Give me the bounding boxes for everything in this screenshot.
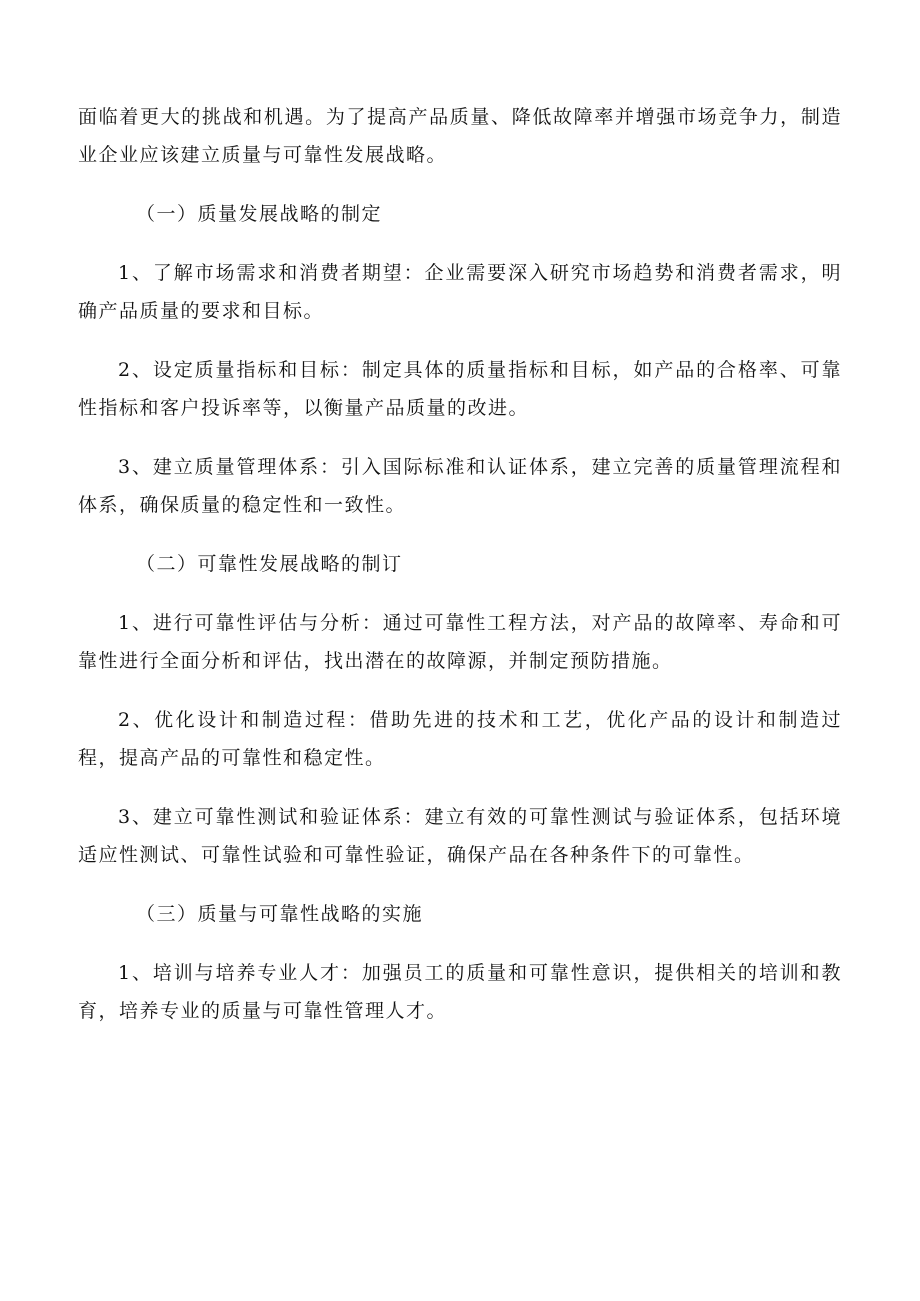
paragraph-2-3: 3、建立可靠性测试和验证体系：建立有效的可靠性测试与验证体系，包括环境适应性测试、可靠性试验和可靠性验证，确保产品在各种条件下的可靠性。	[78, 806, 842, 866]
paragraph-3-1: 1、培训与培养专业人才：加强员工的质量和可靠性意识，提供相关的培训和教育，培养专业的质量与可靠性管理人才。	[78, 962, 842, 1022]
paragraph-1-1: 1、了解市场需求和消费者期望：企业需要深入研究市场趋势和消费者需求，明确产品质量的要求和目标。	[78, 262, 842, 322]
section-heading-1: （一）质量发展战略的制定	[136, 203, 383, 225]
paragraph-1-3: 3、建立质量管理体系：引入国际标准和认证体系，建立完善的质量管理流程和体系，确保质量的稳定性和一致性。	[78, 456, 842, 516]
paragraph-2-2: 2、优化设计和制造过程：借助先进的技术和工艺，优化产品的设计和制造过程，提高产品的可靠性和稳定性。	[78, 709, 842, 769]
paragraph-2-1: 1、进行可靠性评估与分析：通过可靠性工程方法，对产品的故障率、寿命和可靠性进行全面分析和评估，找出潜在的故障源，并制定预防措施。	[78, 612, 842, 672]
section-heading-3: （三）质量与可靠性战略的实施	[136, 903, 424, 925]
document-body	[78, 98, 842, 1030]
paragraph-1-2: 2、设定质量指标和目标：制定具体的质量指标和目标，如产品的合格率、可靠性指标和客户投诉率等，以衡量产品质量的改进。	[78, 359, 842, 419]
section-heading-2: （二）可靠性发展战略的制订	[136, 553, 403, 575]
intro-paragraph: 面临着更大的挑战和机遇。为了提高产品质量、降低故障率并增强市场竞争力，制造业企业应该建立质量与可靠性发展战略。	[78, 106, 842, 166]
